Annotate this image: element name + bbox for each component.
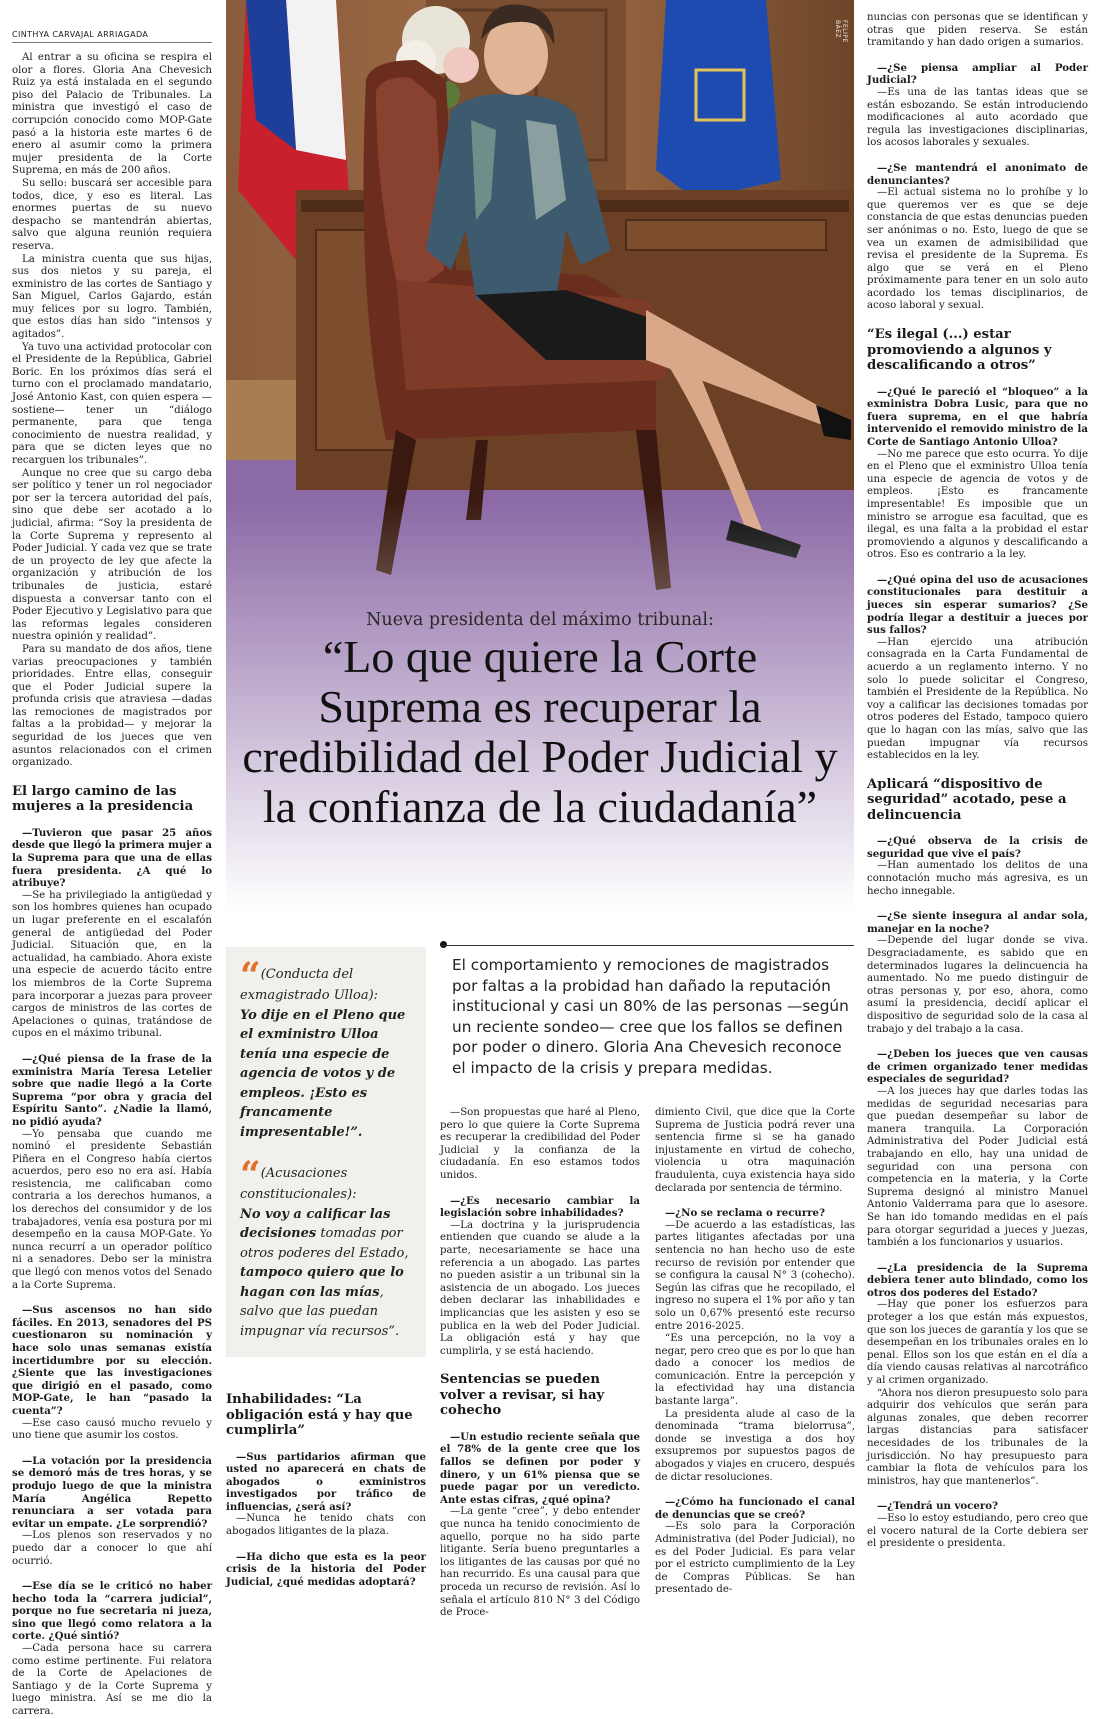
interview-question: —¿Es necesario cambiar la legislación sobre inhabilidades? (440, 1194, 640, 1220)
body-paragraph: —De acuerdo a las estadísticas, las partes litigantes afectadas por una sentencia no han hecho uso de este recurso de revisión por entender que se configura la causal N° 3 (cohecho). Según las cifras que he recopilado, el ingreso no supera el 1% por año y tan solo un 0,67% presentó este recurso entre 2016-2025. (655, 1219, 855, 1332)
body-paragraph: —Es solo para la Corporación Administrativa (del Poder Judicial), no es del Poder Judicial. Es para velar por el estricto cumplimiento de la Ley de Compras Públicas. Se han presentado de- (655, 1521, 855, 1596)
byline: CINTHYA CARVAJAL ARRIAGADA (12, 30, 212, 43)
headline: “Lo que quiere la Corte Suprema es recuperar la credibilidad del Poder Judicial y la confianza de la ciudadanía” (242, 631, 838, 832)
photo-credit: FELIPE BÁEZ (834, 20, 848, 43)
pull-quote-bold: No voy a calificar las decisiones (240, 1206, 391, 1241)
interview-question: —¿Se siente insegura al andar sola, manejar en la noche? (867, 910, 1088, 935)
lead-divider (440, 945, 854, 946)
body-paragraph: “Es una percepción, no la voy a negar, pero creo que es por lo que han dado a conocer los medios de comunicación. Entre la percepción y la efectividad hay una distancia bastante larga”. (655, 1333, 855, 1408)
body-paragraph: —Depende del lugar donde se viva. Desgraciadamente, es sabido que en determinados lugares la delincuencia ha aumentado. No me puedo distinguir de otras personas y, por eso, ahora, como asumí la presidencia, decidí aplicar el dispositivo de seguridad solo de la casa al trabajo y del trabajo a la casa. (867, 935, 1088, 1035)
lead-paragraph: El comportamiento y remociones de magistrados por faltas a la probidad han dañado la reputación institucional y casi un 80% de las personas —según un reciente sondeo— cree que los fallos se definen por poder o dinero. Gloria Ana Chevesich reconoce el impacto de la crisis y prepara medidas. (452, 956, 849, 1077)
pull-quote-text: , salvo que las puedan impugnar vía recursos”. (240, 1284, 400, 1339)
body-paragraph: nuncias con personas que se identifican y otras que piden reserva. Se están tramitando y han dado origen a sumarios. (867, 12, 1088, 49)
body-paragraph: —Han ejercido una atribución consagrada en la Carta Fundamental de acuerdo a un reglamento interno. Y no solo lo puede solicitar el Congreso, también el Presidente de la República. No voy a calificar las decisiones tomadas por otros poderes del Estado, tampoco quiero que lo hagan con las mías, salvo que las puedan impugnar vía recursos establecidos en la ley. (867, 636, 1088, 762)
body-paragraph: Aunque no cree que su cargo deba ser político y tener un rol negociador por ser la tercera autoridad del país, sino que debe ser acotado a lo judicial, afirma: “Soy la presidenta de la Corte Suprema y represento al Poder Judicial. Y cada vez que se trate de un proyecto de ley que afecte la organización y atribución de los tribunales de justicia, estaré dispuesta a conversar tanto con el Poder Ejecutivo y Legislativo para que las reformas legales consideren nuestra opinión y realidad”. (12, 467, 212, 643)
interview-question: —Un estudio reciente señala que el 78% de la gente cree que los fallos se definen por poder y dinero, y un 61% piensa que se puede pagar por un veredicto. Ante estas cifras, ¿qué opina? (440, 1430, 640, 1506)
body-paragraph: La presidenta alude al caso de la denominada “trama bielorrusa”, donde se investiga a dos hoy exsupremos por supuestos pagos de abogados y viajes en crucero, después de dictar resoluciones. (655, 1408, 855, 1483)
body-paragraph: —Eso lo estoy estudiando, pero creo que el vocero natural de la Corte debiera ser el presidente o presidenta. (867, 1512, 1088, 1550)
body-paragraph: —Son propuestas que haré al Pleno, pero lo que quiere la Corte Suprema es recuperar la credibilidad del Poder Judicial y la confianza de la ciudadanía. En eso estamos todos unidos. (440, 1107, 640, 1181)
pull-quote-1 (240, 955, 414, 1142)
body-paragraph: La ministra cuenta que sus hijas, sus dos nietos y su pareja, el exministro de las cortes de Santiago y San Miguel, Carlos Gajardo, están muy felices por su logro. También, que estos días han sido “intensos y agitados”. (12, 253, 212, 341)
interview-question: —¿Se piensa ampliar al Poder Judicial? (867, 61, 1088, 87)
interview-question: —Sus partidarios afirman que usted no aparecerá en chats de abogados o exministros investigados por tráfico de influencias, ¿será así? (226, 1450, 426, 1513)
body-paragraph: Al entrar a su oficina se respira el olor a flores. Gloria Ana Chevesich Ruiz ya está instalada en el segundo piso del Palacio de Tribunales. La ministra que investigó el caso de corrupción conocido como MOP-Gate pasó a la historia este martes 6 de enero al asumir como la primera mujer presidenta de la Corte Suprema, en más de 200 años. (12, 52, 212, 177)
body-paragraph: —Yo pensaba que cuando me nominó el presidente Sebastián Piñera en el Congreso había ciertos acuerdos, pero eso no era así. Había resistencia, me calificaban como contraria a los derechos humanos, a los derechos del consumidor y de los trabajadores, venía esa postura por mi desempeño en la causa MOP-Gate. Yo nunca recurrí a un operador político ni a senadores. Debo ser la ministra que llegó con menos votos del Senado a la Corte Suprema. (12, 1128, 213, 1291)
body-paragraph: —La doctrina y la jurisprudencia entienden que cuando se alude a la parte, necesariamente se hace una referencia a un abogado. Las partes no pueden asistir a un tribunal sin la asistencia de un abogado. Los jueces deben declarar las inhabilidades e implicancias que les asisten y eso se publica en la web del Poder Judicial. La obligación está y hay que cumplirla, y se está haciendo. (440, 1219, 640, 1357)
body-paragraph: —Han aumentado los delitos de una connotación mucho más agresiva, es un hecho innegable. (867, 860, 1088, 897)
interview-question: —¿Cómo ha funcionado el canal de denuncias que se creó? (655, 1496, 855, 1521)
body-paragraph: —El actual sistema no lo prohíbe y lo que queremos ver es que se deje constancia de que estas denuncias pueden ser anónimas o no. Esto, luego de que se vea un examen de admisibilidad que revisa el presidente de la Suprema. Es algo que se verá en el Pleno próximamente para tener en un solo auto acordado los temas disciplinarios, de acoso laboral y sexual. (867, 187, 1088, 312)
column-5 (226, 1378, 426, 1588)
section-heading: Aplicará “dispositivo de seguridad” acotado, pese a delincuencia (867, 776, 1067, 823)
interview-question: —¿Qué opina del uso de acusaciones constitucionales para destituir a jueces sin esperar sumarios? ¿Se podría llegar a destituir a jueces por sus fallos? (867, 573, 1088, 637)
pull-quote-text: Yo dije en el Pleno que el exministro Ulloa tenía una especie de agencia de votos y de empleos. ¡Esto es francamente impresentable!”. (240, 1007, 406, 1140)
pull-quote-bold: tampoco quiero que lo hagan con las mías (240, 1265, 404, 1300)
body-paragraph: —Ese caso causó mucho revuelo y uno tiene que asumir los costos. (12, 1417, 212, 1442)
body-paragraph: dimiento Civil, que dice que la Corte Suprema de Justicia podrá rever una sentencia firme si se ha ganado injustamente en virtud de cohecho, violencia u otra maquinación fraudulenta, cuya existencia haya sido declarada por sentencia de término. (655, 1107, 855, 1194)
quote-mark-icon: “ (240, 1154, 257, 1196)
section-heading: “Es ilegal (...) estar promoviendo a algunos y descalificando a otros” (867, 327, 1052, 374)
body-paragraph: Su sello: buscará ser accesible para todos, dice, y eso es literal. Las enormes puertas de su nuevo despacho se mantendrán abiertas, salvo que alguna reunión requiera reserva. (12, 177, 212, 252)
body-paragraph: —Es una de las tantas ideas que se están esbozando. Se están introduciendo modificaciones al auto acordado que regula las investigaciones disciplinarias, los acosos laborales y sexuales. (867, 86, 1088, 149)
pull-quote-text: tomadas por otros poderes del Estado, (240, 1226, 409, 1261)
body-paragraph: —Cada persona hace su carrera como estime pertinente. Fui relatora de la Corte de Apelaciones de Santiago y de la Corte Suprema y luego ministra. Así se me dio la carrera. (12, 1643, 212, 1718)
column-2 (440, 1107, 640, 1620)
interview-question: —Ese día se le criticó no haber hecho toda la “carrera judicial”, porque no fue secretaria ni jueza, sino que llegó como relatora a la corte. ¿Qué sintió? (12, 1580, 212, 1643)
body-paragraph: —La gente “cree”, y debo entender que nunca ha tenido conocimiento de aquello, porque no ha sido parte litigante. Sería bueno preguntarles a los litigantes de las causas por qué no han recurrido. Es una causal para que proceda un recurso de revisión. Así lo señala el artículo 810 N° 3 del Código de Proce- (440, 1506, 640, 1619)
section-heading: Sentencias se pueden volver a revisar, si hay cohecho (440, 1372, 605, 1419)
body-paragraph: —No me parece que esto ocurra. Yo dije en el Pleno que el exministro Ulloa tenía una especie de agencia de votos y de empleos. ¡Esto es francamente impresentable! Es imposible que un ministro se arrogue esa facultad, que es ilegal, es una falta a la probidad el estar promoviendo a algunos y descalificando a otros. Eso es contrario a la ley. (867, 448, 1088, 561)
interview-question: —¿Qué le pareció el “bloqueo” a la exministra Dobra Lusic, para que no fuera suprema, en el que habría intervenido el removido ministro de la Corte de Santiago Antonio Ulloa? (867, 385, 1088, 448)
kicker: Nueva presidenta del máximo tribunal: (366, 610, 714, 630)
column-1 (12, 52, 212, 1719)
interview-question: —¿Tendrá un vocero? (877, 1500, 998, 1513)
body-paragraph: —Nunca he tenido chats con abogados litigantes de la plaza. (226, 1513, 426, 1538)
pull-quote-context: (Conducta del exmagistrado Ulloa): (240, 967, 379, 1003)
column-3 (655, 1107, 855, 1597)
body-paragraph: Para su mandato de dos años, tiene varias preocupaciones y también prioridades. Entre ellas, conseguir que el Poder Judicial supere la profunda crisis que atraviesa —dadas las remociones de magistrados por faltas a la probidad— y mejorar la seguridad de los jueces que ven asuntos relacionados con el crimen organizado. (12, 643, 212, 769)
interview-question: —Sus ascensos no han sido fáciles. En 2013, senadores del PS cuestionaron su nominación y hace solo unas semanas existía incertidumbre por su elección. ¿Siente que las investigaciones que dirigió en el pasado, como MOP-Gate, le han “pasado la cuenta”? (12, 1304, 212, 1417)
body-paragraph: —Se ha privilegiado la antigüedad y son los hombres quienes han ocupado un lugar preferente en el escalafón general de antigüedad del Poder Judicial. Situación que, en la actualidad, ha cambiado. Ahora existe una especie de acuerdo tácito entre los miembros de la Corte Suprema para incorporar a juezas para proveer cargos de ministros de las cortes de Apelaciones o quinas, tratándose de cupos en el máximo tribunal. (12, 889, 212, 1040)
pull-quote-context: (Acusaciones constitucionales): (240, 1166, 357, 1202)
interview-question: —¿Qué observa de la crisis de seguridad que vive el país? (867, 835, 1088, 860)
interview-question: —Tuvieron que pasar 25 años desde que llegó la primera mujer a la Suprema para que una de ellas fuera presidenta. ¿A qué lo atribuye? (12, 826, 212, 890)
body-paragraph: “Ahora nos dieron presupuesto solo para adquirir dos vehículos que serán para algunas zonales, que deben recorrer largas distancias para satisfacer necesidades de los tribunales de la jurisdicción. No hay presupuesto para cambiar la flota de vehículos para los ministros, hay que mantenerlos”. (867, 1387, 1088, 1487)
section-heading: El largo camino de las mujeres a la presidencia (12, 783, 194, 815)
quote-mark-icon: “ (240, 955, 257, 997)
interview-question: —¿Deben los jueces que ven causas de crimen organizado tener medidas especiales de seguridad? (867, 1048, 1088, 1086)
body-paragraph: —A los jueces hay que darles todas las medidas de seguridad necesarias para que puedan desempeñar su labor de manera tranquila. La Corporación Administrativa del Poder Judicial está trabajando en ello, hay una unidad de seguridad con una persona con competencia en la materia, y la Corte Suprema designó al ministro Manuel Antonio Valderrama para que lo asesore. Se han ido tomando medidas en el país para otorgar seguridad a jueces y juezas, también a los funcionarios y usuarios. (867, 1085, 1088, 1249)
pull-quote-box (226, 947, 426, 1357)
column-4 (867, 12, 1088, 1551)
body-paragraph: —Los plenos son reservados y no puedo dar a conocer lo que ahí ocurrió. (12, 1530, 212, 1567)
pull-quote-2 (240, 1154, 414, 1341)
interview-question: —¿La presidencia de la Suprema debiera tener auto blindado, como los otros dos poderes del Estado? (867, 1261, 1088, 1299)
section-heading: Inhabilidades: “La obligación está y hay que cumplirla” (226, 1392, 413, 1438)
body-paragraph: Ya tuvo una actividad protocolar con el Presidente de la República, Gabriel Boric. En los próximos días será el turno con el proclamado mandatario, José Antonio Kast, con quien espera —sostiene— tener un “diálogo permanente, para que tenga conocimiento de nuestra realidad, y para que se dicten leyes que no recarguen los tribunales”. (12, 341, 212, 466)
interview-question: —¿Se mantendrá el anonimato de denunciantes? (867, 161, 1088, 187)
interview-question: —Ha dicho que esta es la peor crisis de la historia del Poder Judicial, ¿qué medidas adoptará? (226, 1550, 426, 1588)
interview-question: —La votación por la presidencia se demoró más de tres horas, y se produjo luego de que la ministra María Angélica Repetto renunciara a ser votada para evitar un empate. ¿Le sorprendió? (12, 1454, 212, 1530)
interview-question: —¿Qué piensa de la frase de la exministra María Teresa Letelier sobre que nadie llegó a la Corte Suprema “por obra y gracia del Espíritu Santo”. ¿Nadie la llamó, no pidió ayuda? (12, 1052, 212, 1128)
interview-question: —¿No se reclama o recurre? (665, 1207, 826, 1220)
body-paragraph: —Hay que poner los esfuerzos para proteger a los que están más expuestos, que son los jueces de garantía y los que se desempeñan en los tribunales orales en lo penal. Ellos son los que están en el día a día viendo causas relativas al narcotráfico y al crimen organizado. (867, 1299, 1088, 1387)
